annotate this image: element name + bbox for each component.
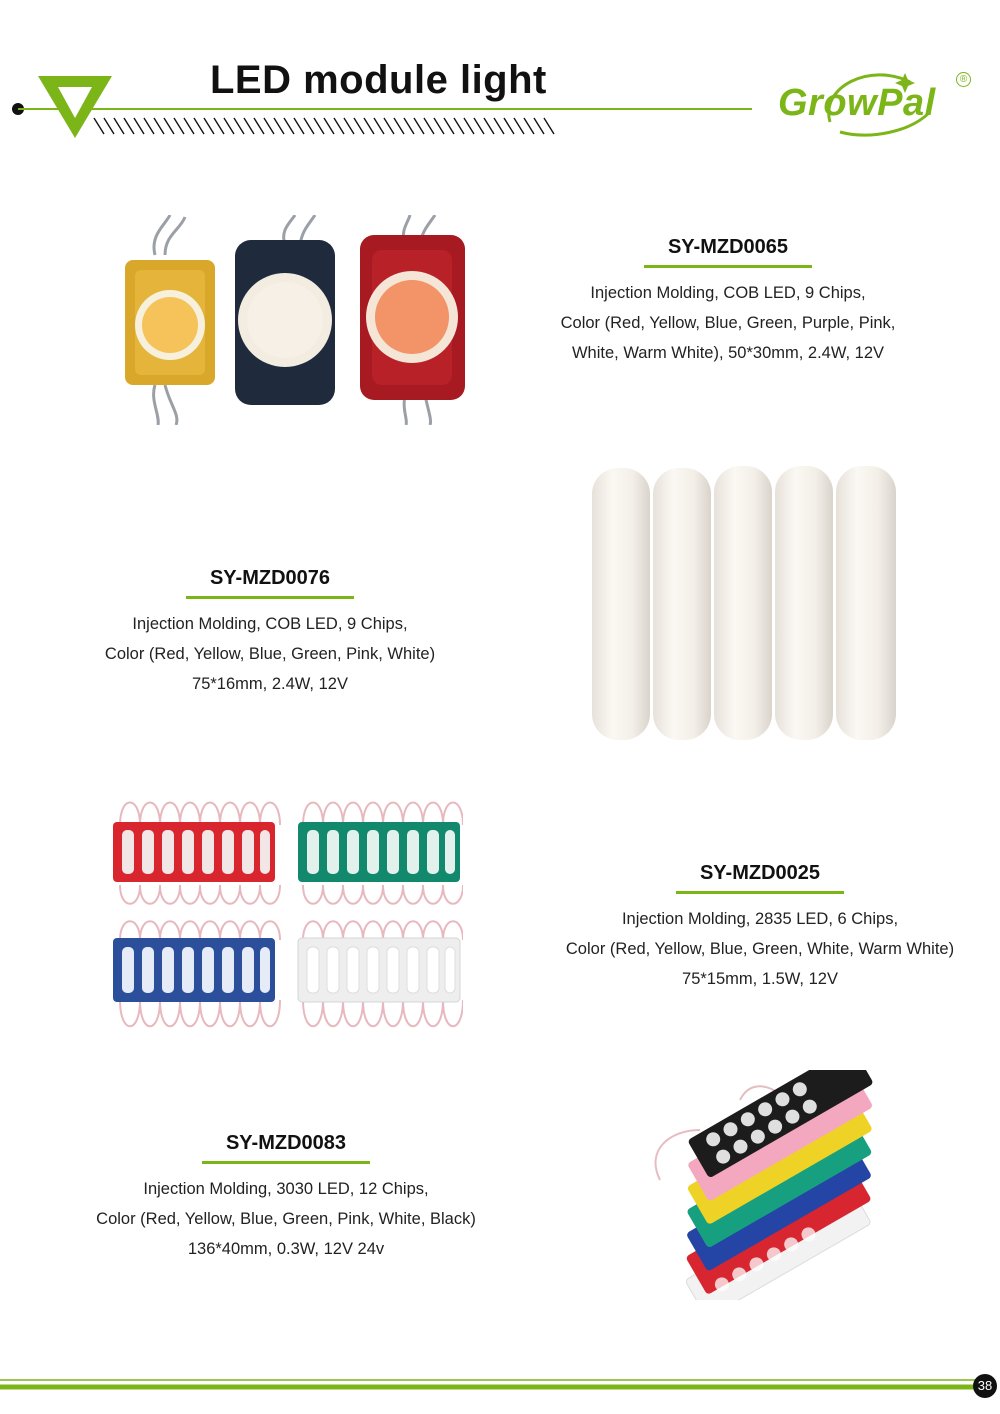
product-image-sy-mzd0076 (588, 462, 900, 744)
product-code: SY-MZD0065 (644, 236, 812, 268)
logo-text-pal: Pal (877, 82, 936, 124)
description-line: Color (Red, Yellow, Blue, Green, White, Warm White) (565, 940, 955, 958)
description-line: 136*40mm, 0.3W, 12V 24v (187, 1240, 385, 1258)
product-description (548, 904, 972, 994)
logo-text-grow: Grow (778, 82, 878, 124)
page-title: LED module light (210, 58, 547, 102)
product-image-sy-mzd0083 (640, 1070, 920, 1300)
description-line: Color (Red, Yellow, Blue, Green, Pink, White, Black) (96, 1210, 476, 1228)
product-info-sy-mzd0076 (70, 567, 470, 699)
page-number: 38 (973, 1374, 997, 1398)
product-description (528, 278, 928, 368)
description-line: Color (Red, Yellow, Blue, Green, Pink, White) (104, 645, 436, 663)
description-line: Injection Molding, 3030 LED, 12 Chips, (143, 1180, 429, 1198)
product-code: SY-MZD0076 (186, 567, 354, 599)
product-info-sy-mzd0065 (528, 236, 928, 368)
description-line: 75*15mm, 1.5W, 12V (682, 970, 838, 988)
description-line: White, Warm White), 50*30mm, 2.4W, 12V (571, 344, 885, 362)
description-line: 75*16mm, 2.4W, 12V (192, 675, 348, 693)
description-line: Injection Molding, 2835 LED, 6 Chips, (621, 910, 899, 928)
product-code: SY-MZD0083 (202, 1132, 370, 1164)
growpal-logo (778, 82, 936, 125)
product-info-sy-mzd0025 (548, 862, 972, 994)
product-description (76, 1174, 496, 1264)
footer-rule (0, 1376, 1000, 1396)
product-image-sy-mzd0065 (110, 215, 485, 425)
product-code: SY-MZD0025 (676, 862, 844, 894)
description-line: Color (Red, Yellow, Blue, Green, Purple, Pink, (560, 314, 896, 332)
registered-mark: ® (956, 72, 971, 87)
product-image-sy-mzd0025 (108, 790, 463, 1040)
description-line: Injection Molding, COB LED, 9 Chips, (132, 615, 408, 633)
description-line: Injection Molding, COB LED, 9 Chips, (590, 284, 866, 302)
product-description (70, 609, 470, 699)
product-info-sy-mzd0083 (76, 1132, 496, 1264)
